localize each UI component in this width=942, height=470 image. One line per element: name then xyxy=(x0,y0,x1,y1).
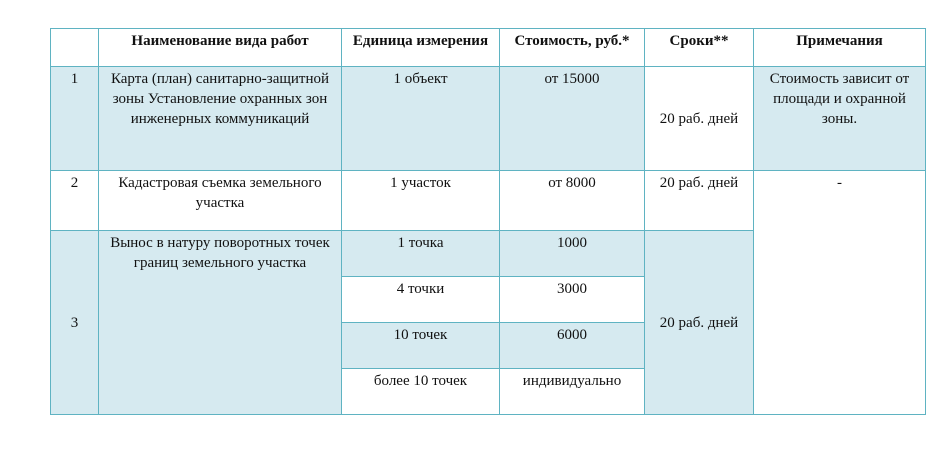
header-number xyxy=(51,29,99,67)
header-unit: Единица измерения xyxy=(342,29,500,67)
unit-cell: 1 участок xyxy=(342,171,500,231)
price-table xyxy=(50,28,926,415)
term-cell: 20 раб. дней xyxy=(645,171,754,231)
header-notes: Примечания xyxy=(754,29,926,67)
work-name: Карта (план) санитарно-защитной зоны Установление охранных зон инженерных коммуникаций xyxy=(99,67,342,171)
row-number: 2 xyxy=(51,171,99,231)
unit-cell: 1 точка xyxy=(342,231,500,277)
cost-cell: от 8000 xyxy=(500,171,645,231)
table-row xyxy=(51,171,926,231)
cost-cell: от 15000 xyxy=(500,67,645,171)
row-number: 1 xyxy=(51,67,99,171)
work-name: Вынос в натуру поворотных точек границ земельного участка xyxy=(99,231,342,415)
note-cell: Стоимость зависит от площади и охранной зоны. xyxy=(754,67,926,171)
note-cell: - xyxy=(754,171,926,415)
work-name: Кадастровая съемка земельного участка xyxy=(99,171,342,231)
term-cell: 20 раб. дней xyxy=(645,231,754,415)
row-number: 3 xyxy=(51,231,99,415)
header-work-name: Наименование вида работ xyxy=(99,29,342,67)
unit-cell: 4 точки xyxy=(342,277,500,323)
unit-cell: 1 объект xyxy=(342,67,500,171)
cost-cell: 3000 xyxy=(500,277,645,323)
header-row xyxy=(51,29,926,67)
cost-cell: 6000 xyxy=(500,323,645,369)
header-term: Сроки** xyxy=(645,29,754,67)
table-row xyxy=(51,67,926,171)
cost-cell: индивидуально xyxy=(500,369,645,415)
unit-cell: 10 точек xyxy=(342,323,500,369)
term-cell: 20 раб. дней xyxy=(645,67,754,171)
header-cost: Стоимость, руб.* xyxy=(500,29,645,67)
unit-cell: более 10 точек xyxy=(342,369,500,415)
cost-cell: 1000 xyxy=(500,231,645,277)
